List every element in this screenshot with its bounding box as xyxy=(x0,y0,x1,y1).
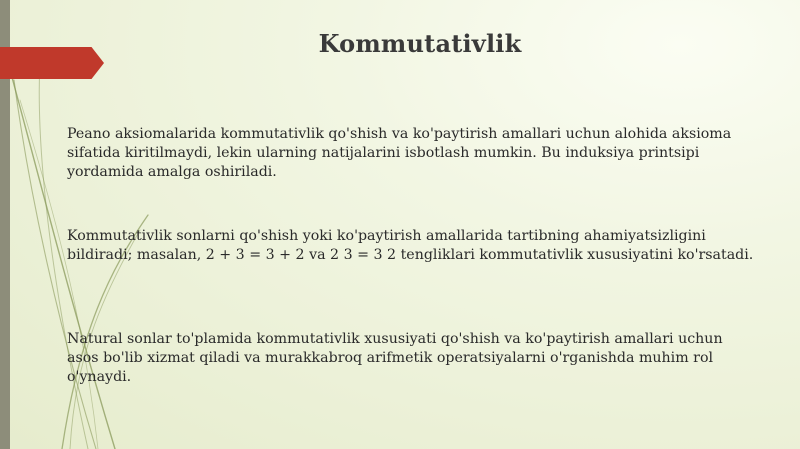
slide-title: Kommutativlik xyxy=(318,29,522,58)
paragraph-2: Kommutativlik sonlarni qo'shish yoki ko'paytirish amallarida tartibning ahamiyatsizligini bildiradi; masalan, 2 + 3 = 3 + 2 va 2 3 = 3 2 tengliklari kommutativlik xususiyatini ko'rsatadi. xyxy=(67,228,754,263)
paragraph-1: Peano aksiomalarida kommutativlik qo'shish va ko'paytirish amallari uchun alohida aksioma sifatida kiritilmaydi, lekin ularning natijalarini isbotlash mumkin. Bu induksiya printsipi yordamida amalga oshiriladi. xyxy=(67,126,732,180)
paragraph-3: Natural sonlar to'plamida kommutativlik xususiyati qo'shish va ko'paytirish amallari uchun asos bo'lib xizmat qiladi va murakkabroq arifmetik operatsiyalarni o'rganishda muhim rol o'ynaydi. xyxy=(67,331,723,385)
